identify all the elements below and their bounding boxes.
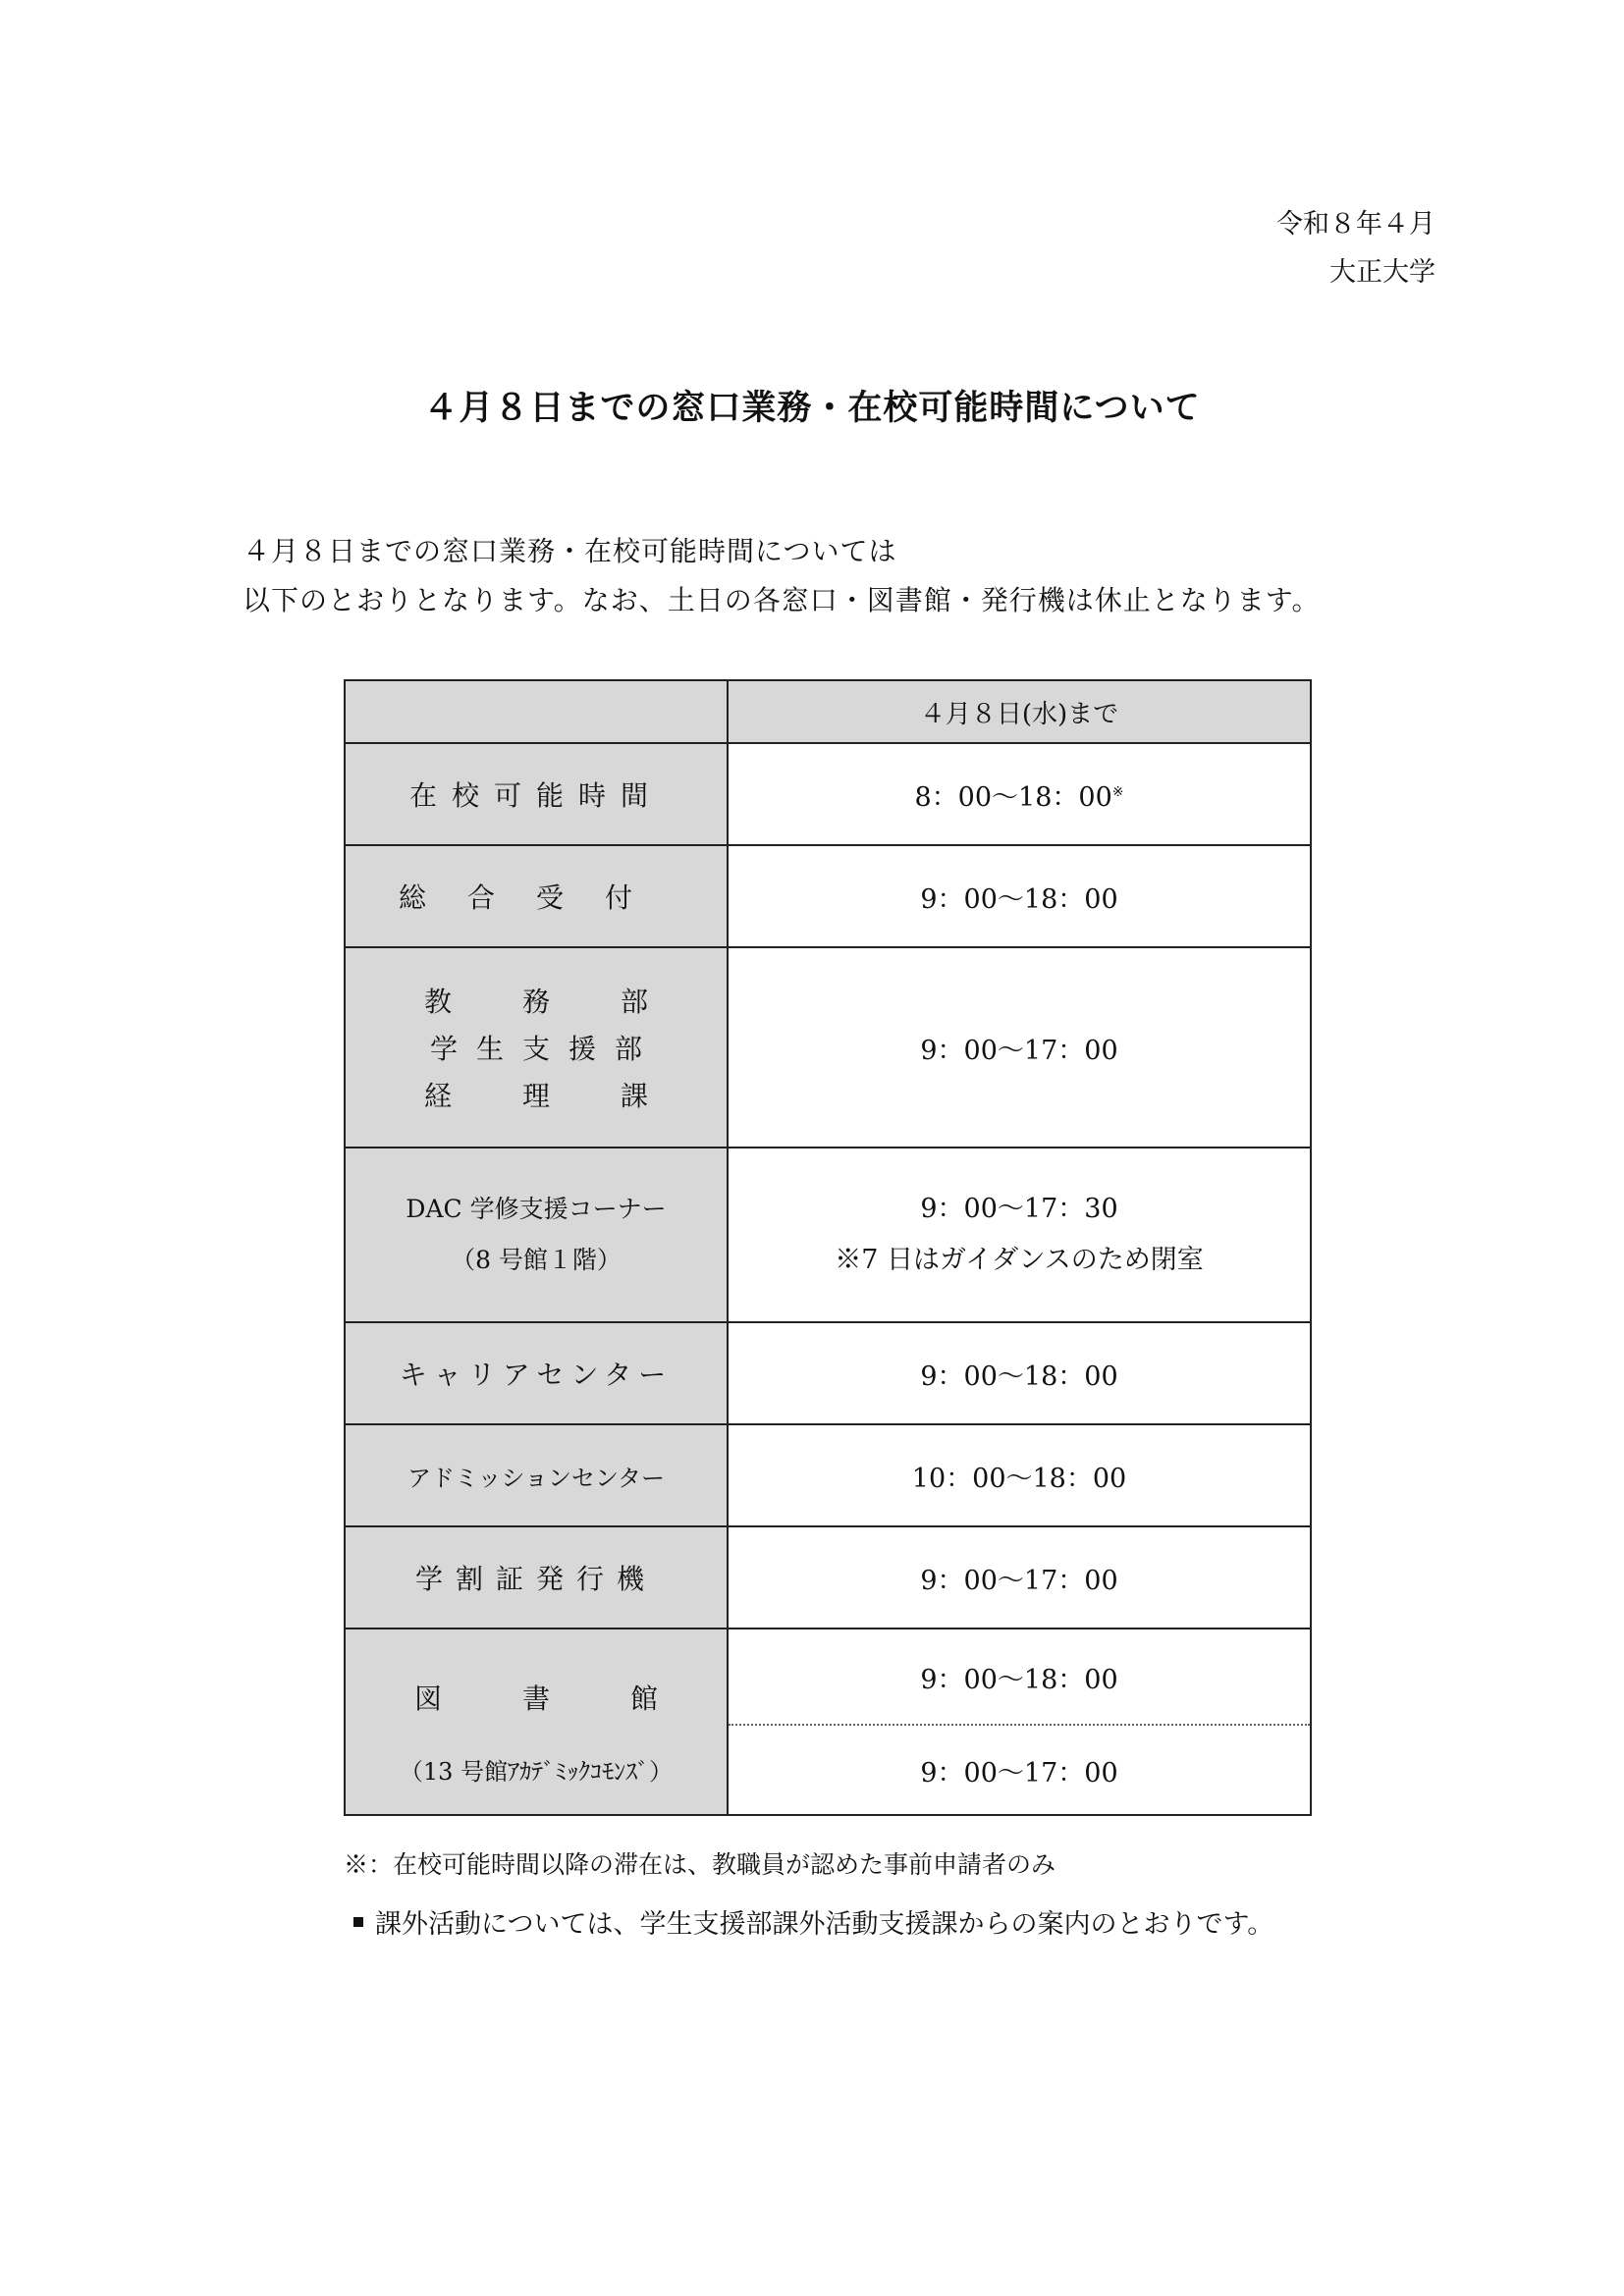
- row-label-cell: [345, 947, 728, 1148]
- row-value-cell: [728, 1725, 1311, 1815]
- row-value-cell: [728, 947, 1311, 1148]
- row-label: キャリアセンター: [399, 1359, 674, 1391]
- row-label: 在校可能時間: [408, 779, 663, 812]
- row-value: 9：00～17：00: [920, 1035, 1118, 1066]
- row-value: 9：00～17：00: [920, 1757, 1118, 1789]
- header-empty-cell: [345, 680, 728, 743]
- row-label-cell: [345, 845, 728, 947]
- row-sublabel: （8 号館１階）: [451, 1246, 622, 1274]
- intro-line-1: ４月８日までの窓口業務・在校可能時間については: [243, 535, 897, 567]
- document-date: 令和８年４月: [1276, 209, 1435, 240]
- row-value-cell: [728, 743, 1311, 845]
- row-label-cell: [345, 1629, 738, 1815]
- row-label-cell: [345, 743, 728, 845]
- row-label: 学割証発行機: [414, 1563, 657, 1595]
- row-note: ※7 日はガイダンスのため閉室: [835, 1245, 1204, 1275]
- row-label: 図書館: [413, 1682, 738, 1715]
- table-row: [345, 1526, 1311, 1629]
- row-value-cell: [728, 1424, 1311, 1526]
- row-value: 10：00～18：00: [911, 1463, 1127, 1494]
- row-value: 9：00～17：00: [920, 1565, 1118, 1596]
- square-bullet-icon: [353, 1917, 363, 1927]
- row-label: DAC 学修支援コーナー: [406, 1195, 667, 1223]
- bullet-note-text: 課外活動については、学生支援部課外活動支援課からの案内のとおりです。: [375, 1909, 1274, 1940]
- row-label-cell: [345, 1526, 728, 1629]
- document-title: ４月８日までの窓口業務・在校可能時間について: [423, 388, 1201, 428]
- row-label-kyomu: 教務部: [423, 986, 719, 1018]
- intro-line-2: 以下のとおりとなります。なお、土日の各窓口・図書館・発行機は休止となります。: [243, 584, 1321, 616]
- footnote-mark: ※: [1111, 783, 1124, 800]
- row-label: 総合受付: [398, 881, 674, 914]
- row-label: アドミッションセンター: [406, 1464, 666, 1492]
- row-value: 9：00～18：00: [920, 1361, 1118, 1392]
- row-value-cell: [728, 1629, 1311, 1725]
- row-label-keiri: 経理課: [423, 1080, 719, 1112]
- row-value: 8：00～18：00: [914, 781, 1112, 813]
- table-row: [345, 1322, 1311, 1424]
- footnote: ※：在校可能時間以降の滞在は、教職員が認めた事前申請者のみ: [344, 1850, 1056, 1879]
- row-value-cell: [728, 1526, 1311, 1629]
- row-value: 9：00～18：00: [920, 1664, 1118, 1695]
- row-value-cell: [728, 845, 1311, 947]
- table-header-row: [345, 680, 1311, 743]
- organization-name: 大正大学: [1329, 257, 1435, 288]
- column-header-date: ４月８日(水)まで: [728, 680, 1311, 743]
- schedule-table: [344, 679, 1312, 1816]
- table-row: [345, 947, 1311, 1148]
- table-row: [345, 1424, 1311, 1526]
- row-sublabel: （13 号館ｱｶﾃﾞﾐｯｸｺﾓﾝｽﾞ）: [399, 1757, 674, 1786]
- table-row: [345, 845, 1311, 947]
- bullet-note: [353, 1902, 1273, 1941]
- table-row: [345, 1629, 1311, 1725]
- row-value-cell: [728, 1322, 1311, 1424]
- row-label-cell: [345, 1322, 728, 1424]
- row-value: 9：00～17：30: [920, 1194, 1118, 1224]
- table-row: [345, 1148, 1311, 1322]
- table-row: [345, 743, 1311, 845]
- row-value-cell: [728, 1148, 1311, 1322]
- row-label-gakusei: 学生支援部: [429, 1033, 661, 1065]
- row-label-cell: [345, 1424, 728, 1526]
- row-value: 9：00～18：00: [920, 883, 1118, 915]
- row-label-cell: [345, 1148, 728, 1322]
